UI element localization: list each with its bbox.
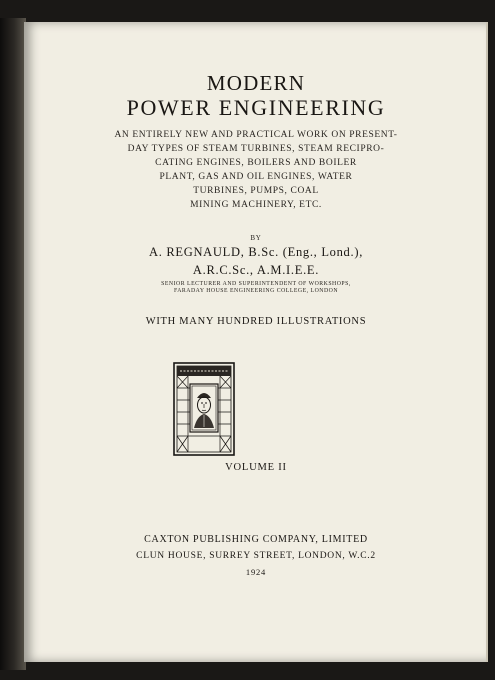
book-spine-shadow [0,18,26,670]
subtitle-line: TURBINES, PUMPS, COAL [193,186,319,196]
publisher-name: CAXTON PUBLISHING COMPANY, LIMITED [144,534,368,545]
author-name: A. REGNAULD, B.Sc. (Eng., Lond.), [148,245,364,259]
author-affiliation-line: FARADAY HOUSE ENGINEERING COLLEGE, LONDON [173,288,339,295]
author-affiliation-line: SENIOR LECTURER AND SUPERINTENDENT OF WORKSHOPS, [161,281,351,287]
publication-year: 1924 [245,567,267,577]
subtitle-line: MINING MACHINERY, ETC. [190,200,322,210]
volume-label: VOLUME II [225,462,287,473]
printers-device-portrait-icon [173,362,235,456]
subtitle-line: AN ENTIRELY NEW AND PRACTICAL WORK ON PRESENT- [114,130,398,140]
subtitle [32,128,480,212]
subtitle-line: CATING ENGINES, BOILERS AND BOILER [155,158,357,168]
title-line-2: POWER ENGINEERING [126,95,386,120]
title-page [24,22,488,662]
by-label: BY [250,234,262,242]
title-line-1: MODERN [206,71,306,95]
emblem-area [24,362,488,456]
publisher-address: CLUN HOUSE, SURREY STREET, LONDON, W.C.2 [136,551,376,561]
author-credentials: A.R.C.Sc., A.M.I.E.E. [192,263,320,277]
subtitle-line: DAY TYPES OF STEAM TURBINES, STEAM RECIPRO- [127,144,385,154]
author-affiliation [24,281,488,296]
illustrations-note: WITH MANY HUNDRED ILLUSTRATIONS [145,316,367,327]
subtitle-line: PLANT, GAS AND OIL ENGINES, WATER [159,172,353,182]
